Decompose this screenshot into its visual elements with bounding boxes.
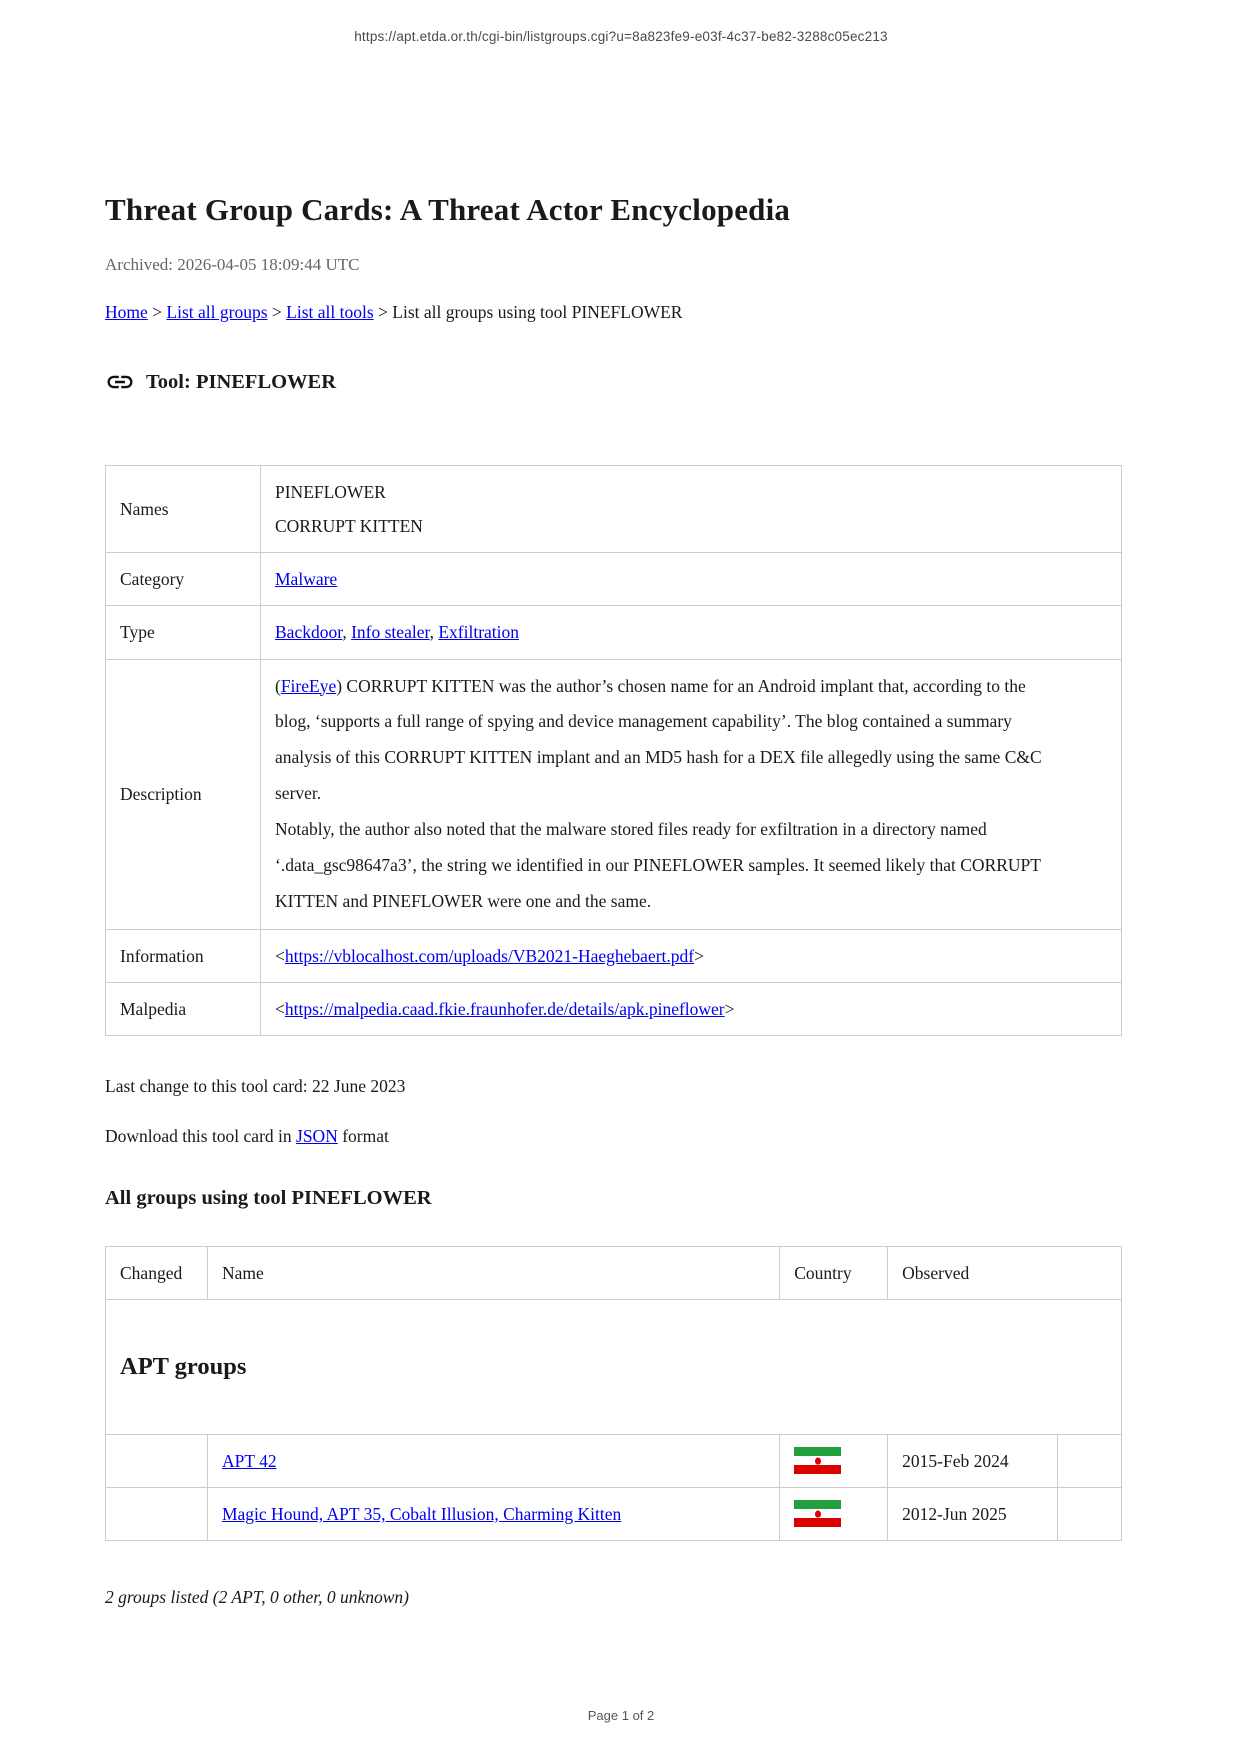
type-link-info-stealer[interactable]: Info stealer <box>351 622 430 643</box>
malpedia-label: Malpedia <box>106 982 261 1035</box>
description-value <box>261 659 1122 929</box>
information-link[interactable]: https://vblocalhost.com/uploads/VB2021-Haeghebaert.pdf <box>284 945 695 966</box>
paren-open: ( <box>275 675 281 696</box>
breadcrumb-separator: > <box>147 302 167 322</box>
breadcrumb <box>105 302 1122 323</box>
header-country: Country <box>780 1246 888 1299</box>
group-row <box>106 1434 1122 1487</box>
type-label: Type <box>106 606 261 659</box>
names-value <box>261 466 1122 553</box>
description-text <box>275 669 1050 920</box>
groups-table <box>105 1246 1122 1541</box>
name-cell <box>207 1487 779 1540</box>
json-link[interactable]: JSON <box>296 1125 338 1146</box>
group-row <box>106 1487 1122 1540</box>
breadcrumb-link-home[interactable]: Home <box>105 302 148 322</box>
link-icon <box>105 367 135 397</box>
tool-heading <box>105 367 1122 397</box>
groups-heading: All groups using tool PINEFLOWER <box>105 1186 432 1209</box>
tool-heading-text: Tool: PINEFLOWER <box>146 370 337 393</box>
names-label: Names <box>106 466 261 553</box>
comma-separator: , <box>429 622 439 643</box>
groups-header-row <box>106 1246 1122 1299</box>
changed-cell <box>106 1487 208 1540</box>
tool-card-table <box>105 465 1122 1036</box>
tool-alias: CORRUPT KITTEN <box>275 516 423 537</box>
marker-cell <box>1058 1434 1122 1487</box>
header-observed: Observed <box>888 1246 1122 1299</box>
angle-close: > <box>694 945 704 966</box>
breadcrumb-link-list-all-tools[interactable]: List all tools <box>286 302 374 322</box>
information-label: Information <box>106 929 261 982</box>
angle-close: > <box>724 998 735 1019</box>
groups-summary: 2 groups listed (2 APT, 0 other, 0 unknown) <box>105 1587 409 1608</box>
section-row-apt-groups <box>106 1300 1122 1435</box>
breadcrumb-separator: > <box>373 302 393 322</box>
comma-separator: , <box>342 622 352 643</box>
angle-open: < <box>275 945 285 966</box>
description-paragraph-1: ) CORRUPT KITTEN was the author’s chosen name for an Android implant that, according to the blog, ‘supports a full range of spying and device management capability’. The blog contained a summary analysis of this CORRUPT KITTEN implant and an MD5 hash for a DEX file allegedly using the same C&C server. <box>275 675 1042 804</box>
marker-cell <box>1058 1487 1122 1540</box>
page-content <box>105 192 1122 1608</box>
section-title: APT groups <box>106 1300 1122 1435</box>
print-header-url: https://apt.etda.or.th/cgi-bin/listgroups.cgi?u=8a823fe9-e03f-4c37-be82-3288c05ec213 <box>354 29 888 44</box>
header-name: Name <box>207 1246 779 1299</box>
download-text-after: format <box>337 1125 389 1146</box>
category-label: Category <box>106 553 261 606</box>
category-link-malware[interactable]: Malware <box>275 569 338 590</box>
country-cell <box>780 1434 888 1487</box>
row-description <box>106 659 1122 929</box>
malpedia-value <box>261 982 1122 1035</box>
page-title: Threat Group Cards: A Threat Actor Encyclopedia <box>105 192 791 227</box>
malpedia-link[interactable]: https://malpedia.caad.fkie.fraunhofer.de/details/apk.pineflower <box>284 998 725 1019</box>
row-type <box>106 606 1122 659</box>
observed-cell: 2015-Feb 2024 <box>888 1434 1058 1487</box>
download-note <box>105 1126 1122 1147</box>
iran-flag-icon <box>794 1447 841 1474</box>
information-value <box>261 929 1122 982</box>
group-link-magic-hound[interactable]: Magic Hound, APT 35, Cobalt Illusion, Charming Kitten <box>221 1503 622 1524</box>
breadcrumb-separator: > <box>267 302 287 322</box>
name-cell <box>207 1434 779 1487</box>
country-cell <box>780 1487 888 1540</box>
angle-open: < <box>275 998 285 1019</box>
category-value <box>261 553 1122 606</box>
download-text-before: Download this tool card in <box>105 1125 297 1146</box>
iran-flag-icon <box>794 1500 841 1527</box>
row-information <box>106 929 1122 982</box>
tool-name: PINEFLOWER <box>275 482 386 502</box>
header-changed: Changed <box>106 1246 208 1299</box>
type-value <box>261 606 1122 659</box>
type-link-exfiltration[interactable]: Exfiltration <box>438 622 520 643</box>
group-link-apt-42[interactable]: APT 42 <box>221 1450 277 1471</box>
row-names <box>106 466 1122 553</box>
description-paragraph-2: Notably, the author also noted that the malware stored files ready for exfiltration in a directory named ‘.data_gsc98647a3’, the string we identified in our PINEFLOWER samples. It seemed likely that CORRUPT KITTEN and PINEFLOWER were one and the same. <box>275 819 1041 911</box>
breadcrumb-link-list-all-groups[interactable]: List all groups <box>166 302 268 322</box>
observed-cell: 2012-Jun 2025 <box>888 1487 1058 1540</box>
last-change-note: Last change to this tool card: 22 June 2023 <box>105 1075 406 1096</box>
description-label: Description <box>106 659 261 929</box>
changed-cell <box>106 1434 208 1487</box>
archived-timestamp: Archived: 2026-04-05 18:09:44 UTC <box>105 255 360 274</box>
row-category <box>106 553 1122 606</box>
type-link-backdoor[interactable]: Backdoor <box>275 622 343 643</box>
breadcrumb-current: List all groups using tool PINEFLOWER <box>392 302 683 322</box>
page-number: Page 1 of 2 <box>587 1708 655 1723</box>
fireeye-link[interactable]: FireEye <box>280 675 337 696</box>
row-malpedia <box>106 982 1122 1035</box>
